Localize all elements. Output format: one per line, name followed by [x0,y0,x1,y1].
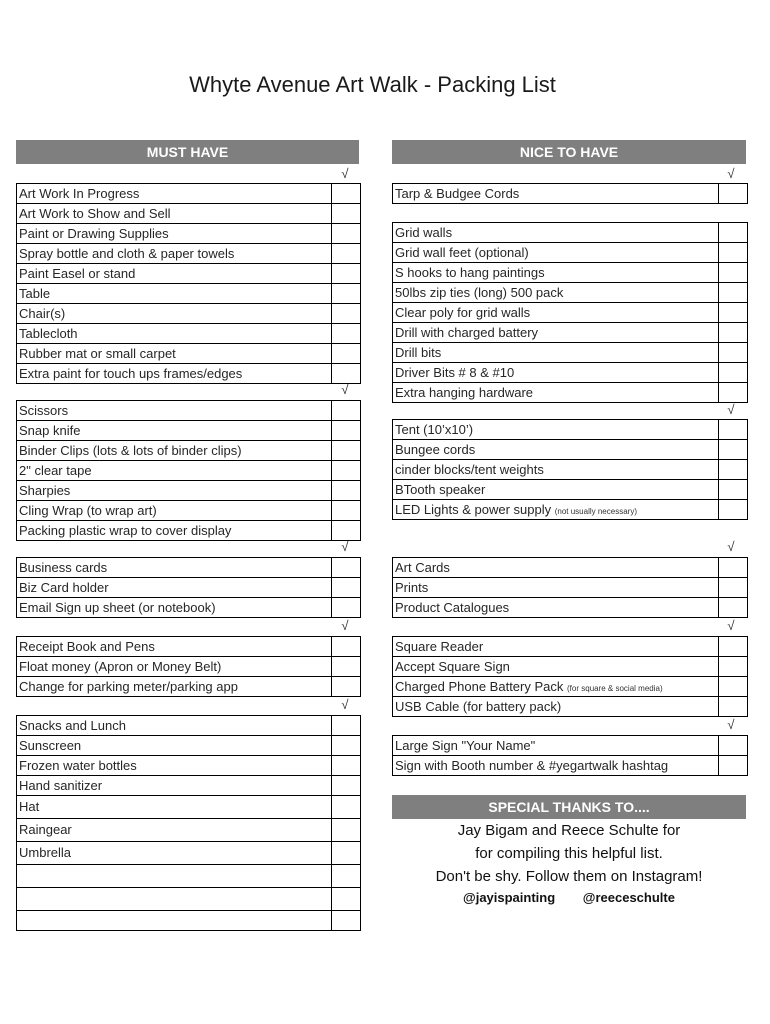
list-item [393,439,747,459]
item-note: (not usually necessary) [554,507,637,516]
item-label: Art Work to Show and Sell [19,206,171,221]
list-item [17,283,360,303]
must-have-group-1 [16,183,361,384]
list-item [393,282,747,302]
item-label: Receipt Book and Pens [19,639,155,654]
checkbox[interactable] [718,263,747,282]
list-item [393,342,747,362]
item-label: Chair(s) [19,306,66,321]
item-note: (for square & social media) [567,684,663,693]
check-mark-header: √ [341,697,349,712]
item-label: Bungee cords [395,442,476,457]
checkbox[interactable] [718,578,747,597]
must-have-group-4 [16,636,361,697]
checkbox[interactable] [331,344,360,363]
checkbox[interactable] [331,521,360,540]
item-label: Cling Wrap (to wrap art) [19,503,157,518]
checkbox[interactable] [718,184,747,203]
nice-to-have-group-4 [392,557,748,618]
item-label: Email Sign up sheet (or notebook) [19,600,216,615]
checkbox[interactable] [718,677,747,696]
checkbox[interactable] [331,204,360,223]
checkbox[interactable] [718,598,747,617]
item-label [17,888,331,910]
item-label: cinder blocks/tent weights [395,462,544,477]
list-item [17,500,360,520]
list-item [393,479,747,499]
item-label: Extra hanging hardware [395,385,534,400]
checkbox[interactable] [718,323,747,342]
list-item [17,303,360,323]
item-label [17,865,331,887]
list-item [17,577,360,597]
list-item [17,323,360,343]
item-label: Paint or Drawing Supplies [19,226,169,241]
checkbox[interactable] [331,756,360,775]
item-label: Extra paint for touch ups frames/edges [19,366,243,381]
list-item [393,223,747,242]
list-item [17,420,360,440]
item-label: Spray bottle and cloth & paper towels [19,246,235,261]
list-item [393,420,747,439]
checkbox[interactable] [718,343,747,362]
item-label: Snap knife [19,423,81,438]
item-label: BTooth speaker [395,482,486,497]
item-label: Rubber mat or small carpet [19,346,176,361]
item-label: Drill with charged battery [395,325,539,340]
list-item [17,558,360,577]
item-label: Binder Clips (lots & lots of binder clips) [19,443,242,458]
check-mark-header: √ [727,402,735,417]
instagram-handle: @reeceschulte [582,890,675,905]
must-have-group-3 [16,557,361,618]
item-label: Table [19,286,51,301]
thanks-line: for compiling this helpful list. [475,845,663,862]
list-item [17,887,360,910]
item-label: Snacks and Lunch [19,718,126,733]
checkbox[interactable] [718,480,747,499]
list-item [17,184,360,203]
checkbox[interactable] [718,756,747,775]
nice-to-have-group-3 [392,419,748,520]
list-item [17,223,360,243]
item-label: Change for parking meter/parking app [19,679,238,694]
item-label: S hooks to hang paintings [395,265,545,280]
thanks-line: Don't be shy. Follow them on Instagram! [435,868,703,885]
list-item [393,382,747,402]
special-thanks-body [392,819,746,908]
checkbox[interactable] [331,401,360,420]
item-label: Sunscreen [19,738,82,753]
list-item [393,184,747,203]
checkbox[interactable] [718,303,747,322]
item-label: Float money (Apron or Money Belt) [19,659,222,674]
nice-to-have-header: NICE TO HAVE [392,140,746,164]
list-item [393,597,747,617]
list-item [17,716,360,735]
checkbox[interactable] [331,481,360,500]
checkbox[interactable] [718,440,747,459]
checkbox[interactable] [718,420,747,439]
list-item [17,676,360,696]
item-label: Clear poly for grid walls [395,305,531,320]
item-label: Art Work In Progress [19,186,140,201]
list-item [17,343,360,363]
checkbox[interactable] [331,578,360,597]
item-label: Hand sanitizer [19,778,103,793]
item-label: Umbrella [19,845,72,860]
check-mark-header: √ [341,539,349,554]
item-label: Business cards [19,560,108,575]
item-label: Sign with Booth number & #yegartwalk hashtag [395,758,669,773]
checkbox[interactable] [331,284,360,303]
item-label: Art Cards [395,560,450,575]
check-mark-header: √ [341,618,349,633]
item-label: Biz Card holder [19,580,109,595]
must-have-group-2 [16,400,361,541]
check-mark-header: √ [727,166,735,181]
item-label: Tarp & Budgee Cords [395,186,520,201]
checkbox[interactable] [331,865,360,887]
item-label [17,911,331,930]
instagram-handle: @jayispainting [463,890,556,905]
list-item [17,775,360,795]
item-label: Sharpies [19,483,71,498]
list-item [17,735,360,755]
list-item [17,795,360,818]
item-label [393,677,718,696]
list-item [17,440,360,460]
list-item [17,656,360,676]
item-label: USB Cable (for battery pack) [395,699,562,714]
checkbox[interactable] [331,421,360,440]
list-item [17,203,360,223]
checkbox[interactable] [331,501,360,520]
checkbox[interactable] [331,819,360,841]
checkbox[interactable] [331,677,360,696]
list-item [393,558,747,577]
checkbox[interactable] [718,500,747,519]
list-item [393,362,747,382]
checkbox[interactable] [331,776,360,795]
checkbox[interactable] [331,558,360,577]
item-text: Charged Phone Battery Pack [395,679,564,694]
list-item [17,818,360,841]
list-item [17,460,360,480]
list-item [17,480,360,500]
list-item [393,499,747,519]
list-item [393,577,747,597]
checkbox[interactable] [331,637,360,656]
list-item [17,841,360,864]
checkbox[interactable] [718,243,747,262]
item-label: Prints [395,580,429,595]
list-item [393,322,747,342]
nice-to-have-group-6 [392,735,748,776]
check-mark-header: √ [727,539,735,554]
item-label: Paint Easel or stand [19,266,136,281]
item-label: Raingear [19,822,72,837]
item-label: 2" clear tape [19,463,92,478]
item-label: Drill bits [395,345,442,360]
checkbox[interactable] [331,224,360,243]
item-label: Driver Bits # 8 & #10 [395,365,515,380]
checkbox[interactable] [718,223,747,242]
list-item [17,637,360,656]
checkbox[interactable] [331,598,360,617]
item-label: 50lbs zip ties (long) 500 pack [395,285,564,300]
checkbox[interactable] [718,697,747,716]
list-item [17,864,360,887]
check-mark-header: √ [727,618,735,633]
list-item [393,637,747,656]
checkbox[interactable] [718,657,747,676]
item-label: Product Catalogues [395,600,510,615]
item-label: Square Reader [395,639,484,654]
list-item [17,243,360,263]
checkbox[interactable] [331,736,360,755]
checkbox[interactable] [331,324,360,343]
item-label: Tent (10’x10’) [395,422,474,437]
checkbox[interactable] [331,264,360,283]
checkbox[interactable] [331,461,360,480]
checkbox[interactable] [718,558,747,577]
list-item [393,262,747,282]
checkbox[interactable] [718,283,747,302]
checkbox[interactable] [331,304,360,323]
list-item [393,736,747,755]
list-item [393,676,747,696]
check-mark-header: √ [341,382,349,397]
item-label: Tablecloth [19,326,78,341]
item-label: Grid walls [395,225,453,240]
checkbox[interactable] [331,842,360,864]
must-have-group-5 [16,715,361,931]
list-item [393,459,747,479]
list-item [17,910,360,930]
checkbox[interactable] [331,657,360,676]
item-label: Packing plastic wrap to cover display [19,523,232,538]
check-mark-header: √ [727,717,735,732]
must-have-header: MUST HAVE [16,140,359,164]
checkbox[interactable] [718,637,747,656]
checkbox[interactable] [718,363,747,382]
list-item [393,755,747,775]
instagram-handles [392,888,746,908]
list-item [393,656,747,676]
item-label: Large Sign "Your Name" [395,738,536,753]
checkbox[interactable] [718,460,747,479]
nice-to-have-group-1 [392,183,748,204]
list-item [17,401,360,420]
checkbox[interactable] [331,244,360,263]
thanks-line: Jay Bigam and Reece Schulte for [457,822,681,839]
checkbox[interactable] [331,184,360,203]
item-text: LED Lights & power supply [395,502,552,517]
item-label [393,500,718,519]
checkbox[interactable] [718,736,747,755]
list-item [17,597,360,617]
list-item [17,363,360,383]
checkbox[interactable] [718,383,747,402]
check-mark-header: √ [341,166,349,181]
checkbox[interactable] [331,796,360,818]
item-label: Frozen water bottles [19,758,137,773]
list-item [393,302,747,322]
nice-to-have-group-5 [392,636,748,717]
list-item [17,520,360,540]
special-thanks-header: SPECIAL THANKS TO.... [392,795,746,819]
checkbox[interactable] [331,441,360,460]
item-label: Accept Square Sign [395,659,510,674]
nice-to-have-group-2 [392,222,748,403]
checkbox[interactable] [331,911,360,930]
list-item [393,242,747,262]
checkbox[interactable] [331,888,360,910]
item-label: Scissors [19,403,69,418]
list-item [393,696,747,716]
page-title: Whyte Avenue Art Walk - Packing List [189,72,556,97]
list-item [17,263,360,283]
item-label: Hat [19,799,40,814]
list-item [17,755,360,775]
checkbox[interactable] [331,716,360,735]
item-label: Grid wall feet (optional) [395,245,529,260]
checkbox[interactable] [331,364,360,383]
